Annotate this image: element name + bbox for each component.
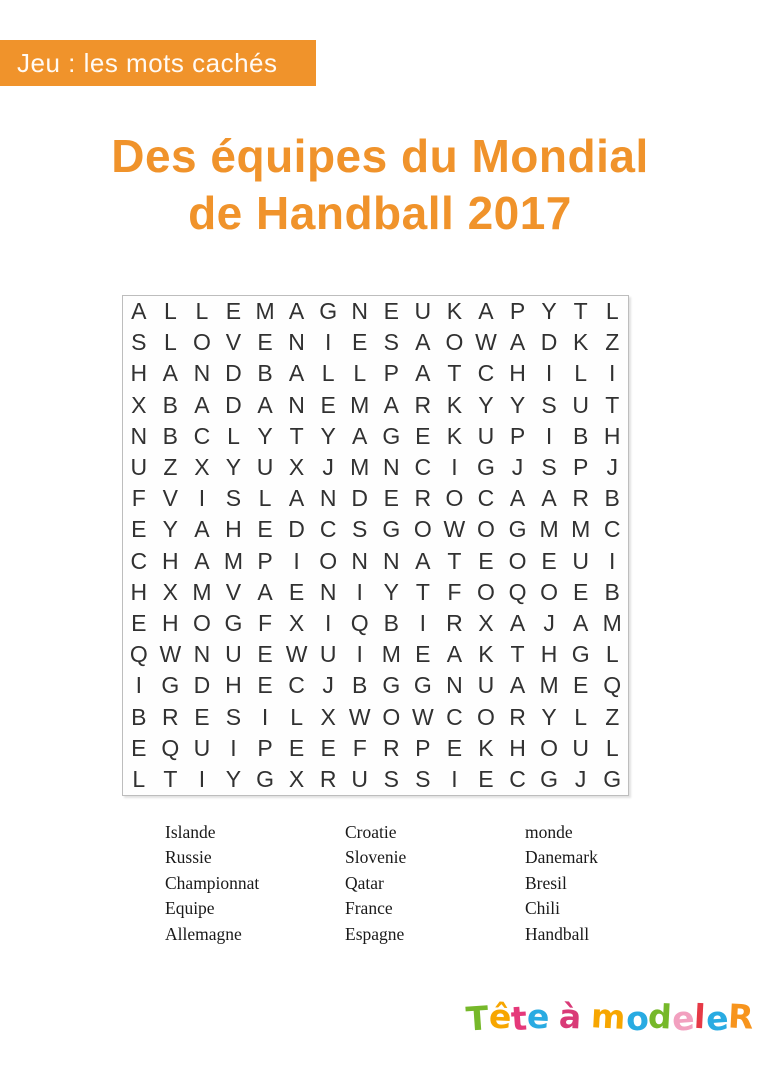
grid-cell: C xyxy=(603,516,621,543)
grid-cell: Q xyxy=(350,609,369,636)
grid-cell: P xyxy=(415,734,431,761)
grid-cell: D xyxy=(351,485,369,512)
grid-cell: E xyxy=(225,298,242,325)
grid-cell: S xyxy=(541,391,557,418)
grid-cell: A xyxy=(352,422,368,449)
grid-cell: E xyxy=(415,422,431,449)
grid-cell: S xyxy=(383,765,399,792)
grid-cell: T xyxy=(447,360,462,387)
grid-cell: I xyxy=(419,609,427,636)
grid-cell: A xyxy=(257,578,273,605)
grid-cell: B xyxy=(572,422,589,449)
grid-cell: G xyxy=(224,609,243,636)
grid-cell: G xyxy=(508,516,527,543)
grid-cell: P xyxy=(383,360,399,387)
grid-cell: L xyxy=(195,298,209,325)
grid-cell: D xyxy=(225,360,242,387)
grid-cell: J xyxy=(322,454,334,481)
grid-cell: E xyxy=(320,734,336,761)
grid-cell: L xyxy=(574,703,588,730)
grid-cell: N xyxy=(193,641,211,668)
grid-cell: X xyxy=(288,609,305,636)
grid-cell: O xyxy=(192,329,211,356)
grid-cell: E xyxy=(352,329,368,356)
grid-cell: C xyxy=(414,454,432,481)
grid-cell: I xyxy=(545,360,553,387)
grid-cell: H xyxy=(225,672,242,699)
grid-cell: J xyxy=(543,609,555,636)
grid-cell: J xyxy=(574,765,587,792)
grid-cell: L xyxy=(605,298,619,325)
grid-cell: K xyxy=(446,391,463,418)
grid-cell: A xyxy=(194,547,210,574)
tete-a-modeler-logo xyxy=(466,998,754,1037)
grid-cell: N xyxy=(351,298,369,325)
grid-cell: O xyxy=(508,547,527,574)
banner-label: Jeu : les mots cachés xyxy=(17,47,278,78)
grid-cell: O xyxy=(477,516,495,543)
grid-cell: I xyxy=(230,734,237,761)
grid-cell: Y xyxy=(478,391,494,418)
grid-cell: Y xyxy=(162,516,179,543)
grid-cell: E xyxy=(383,298,399,325)
grid-cell: E xyxy=(541,547,557,574)
grid-cell: U xyxy=(256,454,274,481)
grid-cell: Z xyxy=(605,703,620,730)
grid-cell: R xyxy=(446,609,463,636)
grid-cell: J xyxy=(606,454,618,481)
grid-cell: S xyxy=(415,765,431,792)
grid-cell: N xyxy=(446,672,463,699)
grid-cell: N xyxy=(130,422,148,449)
grid-cell: A xyxy=(288,485,305,512)
grid-cell: R xyxy=(414,485,432,512)
grid-cell: G xyxy=(413,672,432,699)
grid-cell: S xyxy=(225,485,242,512)
grid-cell: T xyxy=(289,422,304,449)
grid-cell: L xyxy=(132,765,146,792)
grid-cell: E xyxy=(415,641,431,668)
grid-cell: N xyxy=(319,578,337,605)
grid-cell: G xyxy=(571,641,590,668)
logo-letter: e xyxy=(704,998,730,1039)
grid-cell: C xyxy=(509,765,526,792)
grid-cell: M xyxy=(350,454,370,481)
grid-cell: L xyxy=(353,360,367,387)
grid-cell: I xyxy=(356,578,363,605)
grid-cell: Q xyxy=(129,641,148,668)
grid-cell: M xyxy=(381,641,401,668)
word-item: Qatar xyxy=(345,872,384,893)
grid-cell: M xyxy=(602,609,622,636)
page-title xyxy=(0,128,760,242)
grid-cell: H xyxy=(509,360,526,387)
grid-cell: O xyxy=(445,485,464,512)
word-item: Danemark xyxy=(525,847,598,868)
grid-cell: R xyxy=(509,703,526,730)
grid-cell: Y xyxy=(509,391,526,418)
grid-cell: P xyxy=(257,734,273,761)
grid-cell: H xyxy=(130,360,148,387)
grid-cell: P xyxy=(257,547,273,574)
grid-cell: E xyxy=(257,641,273,668)
grid-cell: A xyxy=(415,360,431,387)
grid-cell: X xyxy=(478,609,494,636)
grid-cell: W xyxy=(348,703,371,730)
grid-cell: P xyxy=(509,298,526,325)
grid-cell: J xyxy=(322,672,334,699)
word-item: Championnat xyxy=(165,872,260,893)
word-item: Allemagne xyxy=(165,923,242,944)
logo-letter: e xyxy=(525,996,551,1037)
grid-cell: U xyxy=(414,298,432,325)
grid-cell: E xyxy=(572,672,589,699)
grid-cell: R xyxy=(162,703,179,730)
grid-cell: T xyxy=(415,578,430,605)
grid-cell: I xyxy=(198,765,206,792)
grid-cell: E xyxy=(257,329,273,356)
grid-cell: U xyxy=(572,391,589,418)
grid-cell: G xyxy=(161,672,180,699)
grid-cell: I xyxy=(261,703,269,730)
grid-cell: B xyxy=(131,703,147,730)
grid-cell: R xyxy=(414,391,432,418)
grid-cell: M xyxy=(539,516,559,543)
grid-cell: W xyxy=(443,516,466,543)
grid-cell: O xyxy=(382,703,401,730)
logo-letter: ê xyxy=(487,996,512,1037)
grid-cell: X xyxy=(194,454,210,481)
grid-cell: E xyxy=(257,516,273,543)
banner xyxy=(0,40,316,86)
grid-cell: N xyxy=(382,454,400,481)
grid-cell: E xyxy=(572,578,589,605)
logo-letter: à xyxy=(558,996,583,1037)
grid-cell: Z xyxy=(605,329,620,356)
grid-cell: M xyxy=(539,672,559,699)
grid-cell: N xyxy=(193,360,211,387)
grid-cell: I xyxy=(324,609,332,636)
grid-cell: E xyxy=(194,703,210,730)
grid-cell: Y xyxy=(320,422,336,449)
grid-cell: S xyxy=(352,516,368,543)
grid-cell: C xyxy=(288,672,305,699)
word-item: Islande xyxy=(165,822,216,842)
grid-cell: P xyxy=(509,422,526,449)
grid-cell: C xyxy=(130,547,148,574)
grid-cell: D xyxy=(193,672,211,699)
grid-cell: E xyxy=(446,734,463,761)
grid-cell: O xyxy=(413,516,432,543)
grid-cell: C xyxy=(193,422,211,449)
grid-cell: T xyxy=(605,391,620,418)
grid-cell: B xyxy=(162,422,179,449)
grid-cell: T xyxy=(573,298,588,325)
grid-cell: L xyxy=(227,422,240,449)
grid-cell: M xyxy=(350,391,370,418)
grid-cell: B xyxy=(604,485,620,512)
grid-cell: U xyxy=(130,454,148,481)
grid-cell: U xyxy=(225,641,242,668)
grid-cell: K xyxy=(572,329,589,356)
grid-cell: H xyxy=(130,578,148,605)
grid-cell: O xyxy=(319,547,338,574)
grid-cell: Q xyxy=(508,578,527,605)
grid-cell: N xyxy=(288,391,305,418)
grid-cell: A xyxy=(194,516,210,543)
grid-cell: A xyxy=(257,391,273,418)
grid-cell: E xyxy=(131,734,147,761)
grid-cell: X xyxy=(320,703,336,730)
grid-cell: R xyxy=(382,734,400,761)
word-search-grid xyxy=(122,295,629,796)
grid-cell: U xyxy=(572,547,589,574)
title-line-1: Des équipes du Mondial xyxy=(111,130,649,182)
word-item: Croatie xyxy=(345,822,397,842)
grid-cell: O xyxy=(445,329,464,356)
grid-cell: R xyxy=(572,485,589,512)
grid-cell: N xyxy=(319,485,337,512)
grid-cell: E xyxy=(478,547,494,574)
grid-cell: N xyxy=(288,329,305,356)
grid-cell: F xyxy=(258,609,273,636)
grid-cell: K xyxy=(446,422,463,449)
grid-cell: Q xyxy=(161,734,180,761)
grid-cell: S xyxy=(131,329,147,356)
grid-cell: E xyxy=(288,734,305,761)
grid-cell: G xyxy=(382,422,401,449)
grid-cell: Y xyxy=(225,454,242,481)
grid-cell: L xyxy=(605,641,619,668)
grid-cell: F xyxy=(352,734,367,761)
grid-cell: K xyxy=(478,734,494,761)
logo-letter: d xyxy=(647,996,674,1037)
grid-cell: L xyxy=(321,360,335,387)
grid-cell: X xyxy=(131,391,147,418)
grid-cell: D xyxy=(225,391,242,418)
grid-cell: H xyxy=(603,422,621,449)
logo-letter: l xyxy=(693,996,707,1037)
grid-cell: B xyxy=(352,672,368,699)
grid-cell: L xyxy=(258,485,272,512)
grid-cell: Y xyxy=(383,578,399,605)
grid-cell: K xyxy=(446,298,463,325)
logo-letter: m xyxy=(590,996,627,1037)
grid-cell: S xyxy=(541,454,557,481)
grid-cell: A xyxy=(509,485,526,512)
logo-letter: o xyxy=(624,998,650,1039)
grid-cell: C xyxy=(477,485,495,512)
grid-cell: R xyxy=(319,765,337,792)
title-line-2: de Handball 2017 xyxy=(188,187,572,239)
grid-cell: O xyxy=(192,609,211,636)
grid-cell: G xyxy=(382,516,401,543)
grid-cell: A xyxy=(162,360,179,387)
grid-cell: N xyxy=(351,547,369,574)
grid-cell: M xyxy=(571,516,591,543)
grid-cell: H xyxy=(540,641,558,668)
word-item: Espagne xyxy=(345,923,405,944)
grid-cell: T xyxy=(447,547,462,574)
grid-cell: L xyxy=(163,329,177,356)
word-item: France xyxy=(345,898,393,919)
grid-cell: B xyxy=(383,609,399,636)
grid-cell: I xyxy=(451,765,458,792)
grid-cell: A xyxy=(383,391,399,418)
grid-cell: A xyxy=(509,609,526,636)
grid-cell: I xyxy=(451,454,458,481)
grid-cell: M xyxy=(255,298,275,325)
grid-cell: H xyxy=(162,547,179,574)
grid-cell: L xyxy=(163,298,177,325)
grid-cell: S xyxy=(383,329,399,356)
word-list-column xyxy=(525,820,705,947)
grid-cell: N xyxy=(382,547,400,574)
grid-cell: H xyxy=(509,734,526,761)
word-list-column xyxy=(345,820,525,947)
grid-cell: E xyxy=(478,765,494,792)
grid-cell: G xyxy=(256,765,274,792)
grid-cell: E xyxy=(383,485,399,512)
grid-cell: B xyxy=(604,578,620,605)
grid-cell: C xyxy=(477,360,495,387)
grid-cell: Y xyxy=(225,765,242,792)
grid-cell: P xyxy=(572,454,589,481)
grid-cell: G xyxy=(382,672,401,699)
word-list-column xyxy=(165,820,345,947)
grid-cell: U xyxy=(477,672,495,699)
grid-cell: I xyxy=(324,329,332,356)
grid-cell: G xyxy=(477,454,495,481)
grid-cell: A xyxy=(415,329,431,356)
grid-cell: W xyxy=(159,641,182,668)
grid-cell: C xyxy=(446,703,463,730)
grid-cell: M xyxy=(192,578,212,605)
grid-cell: S xyxy=(225,703,242,730)
grid-cell: E xyxy=(288,578,305,605)
grid-cell: I xyxy=(293,547,300,574)
logo-letter: t xyxy=(509,998,529,1039)
grid-cell: A xyxy=(194,391,210,418)
grid-cell: E xyxy=(320,391,336,418)
word-item: Slovenie xyxy=(345,847,407,868)
grid-cell: X xyxy=(288,454,305,481)
grid-cell: L xyxy=(605,734,619,761)
grid-cell: L xyxy=(574,360,588,387)
grid-cell: U xyxy=(351,765,369,792)
grid-cell: I xyxy=(356,641,363,668)
word-item: Equipe xyxy=(165,898,215,919)
grid-cell: Q xyxy=(603,672,622,699)
grid-cell: V xyxy=(162,485,179,512)
grid-cell: A xyxy=(509,329,526,356)
grid-cell: U xyxy=(319,641,337,668)
grid-cell: X xyxy=(288,765,305,792)
grid-cell: A xyxy=(541,485,557,512)
word-item: monde xyxy=(525,822,573,842)
grid-cell: V xyxy=(225,578,242,605)
word-list xyxy=(165,820,705,947)
grid-cell: Y xyxy=(257,422,273,449)
grid-cell: I xyxy=(609,360,616,387)
grid-cell: G xyxy=(319,298,338,325)
word-item: Bresil xyxy=(525,872,567,893)
grid-cell: U xyxy=(572,734,589,761)
grid-cell: H xyxy=(162,609,179,636)
grid-cell: D xyxy=(288,516,305,543)
grid-cell: T xyxy=(510,641,525,668)
grid-cell: B xyxy=(257,360,273,387)
grid-cell: M xyxy=(223,547,244,574)
grid-cell: U xyxy=(477,422,495,449)
grid-cell: B xyxy=(162,391,179,418)
grid-cell: F xyxy=(131,485,146,512)
grid-cell: O xyxy=(540,578,559,605)
grid-cell: W xyxy=(411,703,434,730)
grid-cell: G xyxy=(603,765,622,792)
grid-cell: E xyxy=(257,672,273,699)
grid-cell: T xyxy=(163,765,178,792)
grid-cell: H xyxy=(225,516,242,543)
grid-cell: Y xyxy=(541,298,557,325)
word-item: Russie xyxy=(165,847,212,868)
grid-cell: K xyxy=(478,641,494,668)
grid-cell: I xyxy=(135,672,142,699)
grid-cell: A xyxy=(572,609,589,636)
grid-cell: Y xyxy=(541,703,557,730)
grid-cell: O xyxy=(540,734,559,761)
grid-cell: A xyxy=(509,672,526,699)
grid-cell: O xyxy=(477,578,495,605)
logo-letter: R xyxy=(727,996,755,1037)
word-item: Handball xyxy=(525,923,590,944)
grid-cell: A xyxy=(478,298,494,325)
grid-cell: I xyxy=(609,547,616,574)
grid-cell: F xyxy=(447,578,462,605)
grid-cell: I xyxy=(198,485,206,512)
grid-cell: O xyxy=(477,703,495,730)
grid-cell: Z xyxy=(163,454,178,481)
logo-letter: e xyxy=(670,998,696,1039)
grid-cell: U xyxy=(193,734,211,761)
grid-cell: D xyxy=(540,329,558,356)
grid-cell: W xyxy=(475,329,497,356)
grid-cell: E xyxy=(131,516,147,543)
grid-cell: A xyxy=(131,298,147,325)
grid-cell: A xyxy=(415,547,431,574)
grid-cell: E xyxy=(131,609,147,636)
grid-cell: G xyxy=(540,765,559,792)
grid-cell: W xyxy=(285,641,308,668)
grid-cell: C xyxy=(319,516,337,543)
grid-cell: X xyxy=(162,578,179,605)
grid-cell: L xyxy=(290,703,303,730)
grid-cell: V xyxy=(225,329,242,356)
word-item: Chili xyxy=(525,898,561,919)
grid-cell: A xyxy=(446,641,463,668)
grid-cell: A xyxy=(288,360,305,387)
grid-cell: I xyxy=(545,422,553,449)
grid-cell: J xyxy=(511,454,524,481)
grid-cell: A xyxy=(288,298,305,325)
logo-letter: T xyxy=(464,998,490,1039)
